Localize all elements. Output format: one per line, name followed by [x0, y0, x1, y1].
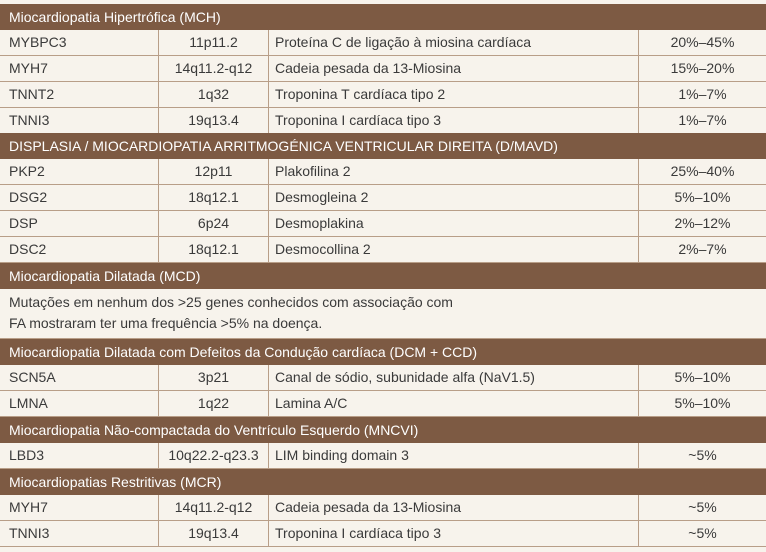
protein-cell: Canal de sódio, subunidade alfa (NaV1.5): [268, 365, 638, 390]
locus-cell: 1q32: [158, 82, 268, 107]
gene-cell: MYH7: [9, 60, 48, 76]
table-row: [0, 443, 766, 469]
section-header-mncvi: Miocardiopatia Não-compactada do Ventrículo Esquerdo (MNCVI): [0, 417, 766, 443]
protein-cell: Cadeia pesada da 13-Miosina: [268, 56, 638, 81]
gene-cell: LMNA: [9, 395, 48, 411]
locus-cell: 14q11.2-q12: [158, 495, 268, 520]
locus-cell: 3p21: [158, 365, 268, 390]
protein-cell: Lamina A/C: [268, 391, 638, 416]
protein-cell: Desmogleina 2: [268, 185, 638, 210]
frequency-cell: 1%–7%: [638, 82, 766, 107]
frequency-cell: 20%–45%: [638, 30, 766, 55]
gene-cell: SCN5A: [9, 369, 56, 385]
locus-cell: 1q22: [158, 391, 268, 416]
gene-cell: MYBPC3: [9, 34, 67, 50]
table-row: [0, 108, 766, 134]
locus-cell: 10q22.2-q23.3: [158, 443, 268, 468]
gene-cell: MYH7: [9, 499, 48, 515]
protein-cell: Proteína C de ligação à miosina cardíaca: [268, 30, 638, 55]
frequency-cell: ~5%: [638, 443, 766, 468]
protein-cell: Troponina T cardíaca tipo 2: [268, 82, 638, 107]
protein-cell: Desmocollina 2: [268, 237, 638, 262]
frequency-cell: 15%–20%: [638, 56, 766, 81]
frequency-cell: ~5%: [638, 521, 766, 546]
mcd-note: [0, 289, 766, 339]
table-row: [0, 159, 766, 185]
locus-cell: 12p11: [158, 159, 268, 184]
locus-cell: 6p24: [158, 211, 268, 236]
protein-cell: Troponina I cardíaca tipo 3: [268, 108, 638, 133]
frequency-cell: 5%–10%: [638, 185, 766, 210]
locus-cell: 18q12.1: [158, 237, 268, 262]
locus-cell: 18q12.1: [158, 185, 268, 210]
frequency-cell: 5%–10%: [638, 365, 766, 390]
table-row: [0, 82, 766, 108]
table-row: [0, 211, 766, 237]
table-row: [0, 521, 766, 547]
frequency-cell: 5%–10%: [638, 391, 766, 416]
frequency-cell: 2%–12%: [638, 211, 766, 236]
table-row: [0, 237, 766, 263]
gene-cell: TNNI3: [9, 525, 50, 541]
section-header-mcd: Miocardiopatia Dilatada (MCD): [0, 263, 766, 289]
gene-cell: DSG2: [9, 189, 48, 205]
protein-cell: Plakofilina 2: [268, 159, 638, 184]
mcd-note-line2: FA mostraram ter uma frequência >5% na doença.: [9, 315, 323, 331]
section-header-dmavd: DISPLASIA / MIOCARDIOPATIA ARRITMOGÉNICA VENTRICULAR DIREITA (D/MAVD): [0, 133, 766, 159]
gene-cell: TNNT2: [9, 86, 55, 102]
protein-cell: Desmoplakina: [268, 211, 638, 236]
locus-cell: 19q13.4: [158, 108, 268, 133]
gene-cell: DSP: [9, 215, 38, 231]
table-row: [0, 391, 766, 417]
section-header-dcm-ccd: Miocardiopatia Dilatada com Defeitos da Condução cardíaca (DCM + CCD): [0, 339, 766, 365]
frequency-cell: 1%–7%: [638, 108, 766, 133]
table-row: [0, 495, 766, 521]
frequency-cell: 25%–40%: [638, 159, 766, 184]
frequency-cell: ~5%: [638, 495, 766, 520]
table-row: [0, 365, 766, 391]
table-row: [0, 185, 766, 211]
gene-cell: LBD3: [9, 447, 45, 463]
gene-cell: TNNI3: [9, 112, 50, 128]
frequency-cell: 2%–7%: [638, 237, 766, 262]
protein-cell: Troponina I cardíaca tipo 3: [268, 521, 638, 546]
gene-cell: DSC2: [9, 241, 47, 257]
section-header-mch: Miocardiopatia Hipertrófica (MCH): [0, 4, 766, 30]
protein-cell: Cadeia pesada da 13-Miosina: [268, 495, 638, 520]
table-row: [0, 30, 766, 56]
table-row: [0, 56, 766, 82]
locus-cell: 19q13.4: [158, 521, 268, 546]
section-header-mcr: Miocardiopatias Restritivas (MCR): [0, 469, 766, 495]
locus-cell: 11p11.2: [158, 30, 268, 55]
mcd-note-line1: Mutações em nenhum dos >25 genes conhecidos com associação com: [9, 294, 453, 310]
protein-cell: LIM binding domain 3: [268, 443, 638, 468]
gene-cell: PKP2: [9, 163, 45, 179]
locus-cell: 14q11.2-q12: [158, 56, 268, 81]
